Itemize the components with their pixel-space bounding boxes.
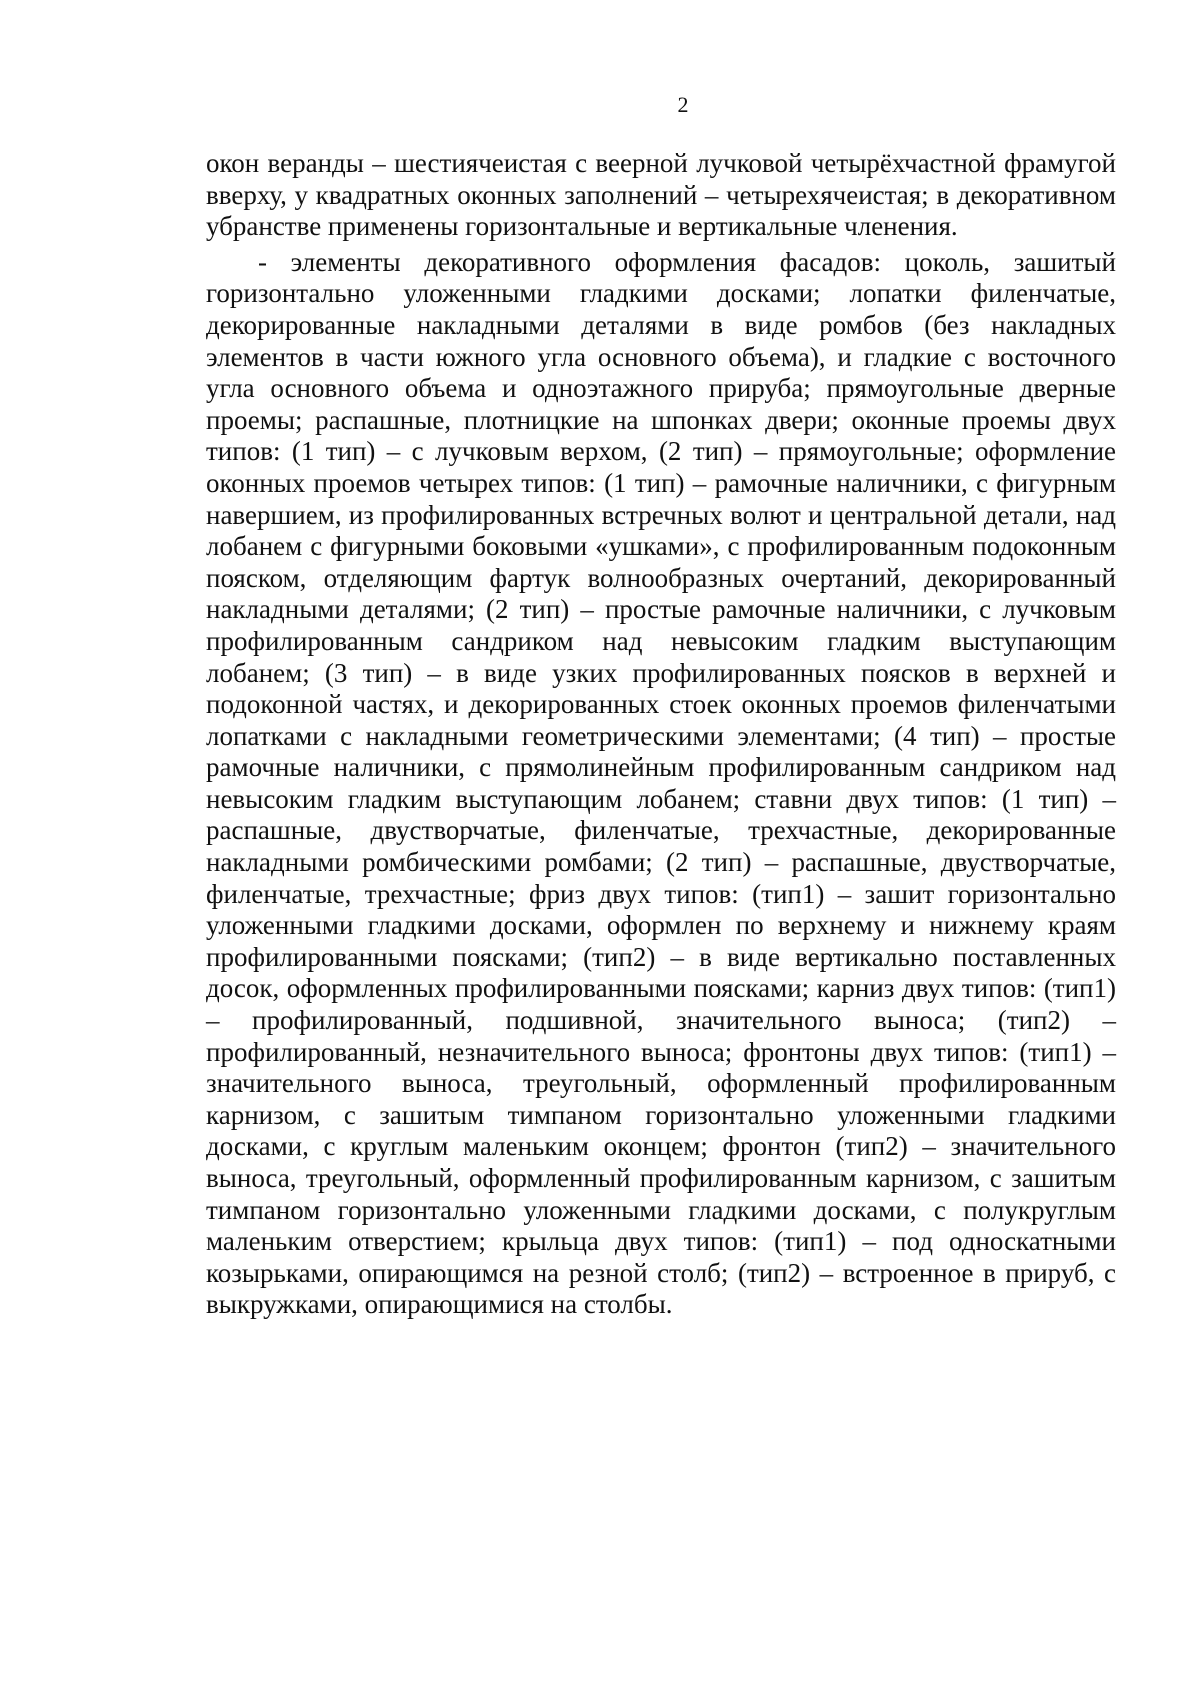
- page-number: 2: [677, 92, 689, 117]
- paragraph-decorative-elements: - элементы декоративного оформления фасадов: цоколь, зашитый горизонтально уложенными гладкими досками; лопатки филенчатые, декорированные накладными деталями в виде ромбов (без накладных элементов в части южного угла основного объема), и гладкие с восточного угла основного объема и одноэтажного прируба; прямоугольные дверные проемы; распашные, плотницкие на шпонках двери; оконные проемы двух типов: (1 тип) – с лучковым верхом, (2 тип) – прямоугольные; оформление оконных проемов четырех типов: (1 тип) – рамочные наличники, с фигурным навершием, из профилированных встречных волют и центральной детали, над лобанем с фигурными боковыми «ушками», с профилированным подоконным пояском, отделяющим фартук волнообразных очертаний, декорированный накладными деталями; (2 тип) – простые рамочные наличники, с лучковым профилированным сандриком над невысоким гладким выступающим лобанем; (3 тип) – в виде узких профилированных поясков в верхней и подоконной частях, и декорированных стоек оконных проемов филенчатыми лопатками с накладными геометрическими элементами; (4 тип) – простые рамочные наличники, с прямолинейным профилированным сандриком над невысоким гладким выступающим лобанем; ставни двух типов: (1 тип) – распашные, двустворчатые, филенчатые, трехчастные, декорированные накладными ромбическими ромбами; (2 тип) – распашные, двустворчатые, филенчатые, трехчастные; фриз двух типов: (тип1) – зашит горизонтально уложенными гладкими досками, оформлен по верхнему и нижнему краям профилированными поясками; (тип2) – в виде вертикально поставленных досок, оформленных профилированными поясками; карниз двух типов: (тип1) – профилированный, подшивной, значительного выноса; (тип2) – профилированный, незначительного выноса; фронтоны двух типов: (тип1) – значительного выноса, треугольный, оформленный профилированным карнизом, с зашитым тимпаном горизонтально уложенными гладкими досками, с круглым маленьким оконцем; фронтон (тип2) – значительного выноса, треугольный, оформленный профилированным карнизом, с зашитым тимпаном горизонтально уложенными гладкими досками, с полукруглым маленьким отверстием; крыльца двух типов: (тип1) – под односкатными козырьками, опирающимся на резной столб; (тип2) – встроенное в прируб, с выкружками, опирающимися на столбы.: [206, 246, 1116, 1320]
- paragraph-continuation: окон веранды – шестиячеистая с веерной лучковой четырёхчастной фрамугой вверху, у квадратных оконных заполнений – четырехячеистая; в декоративном убранстве применены горизонтальные и вертикальные членения.: [206, 148, 1116, 242]
- body-text: [206, 148, 1116, 1321]
